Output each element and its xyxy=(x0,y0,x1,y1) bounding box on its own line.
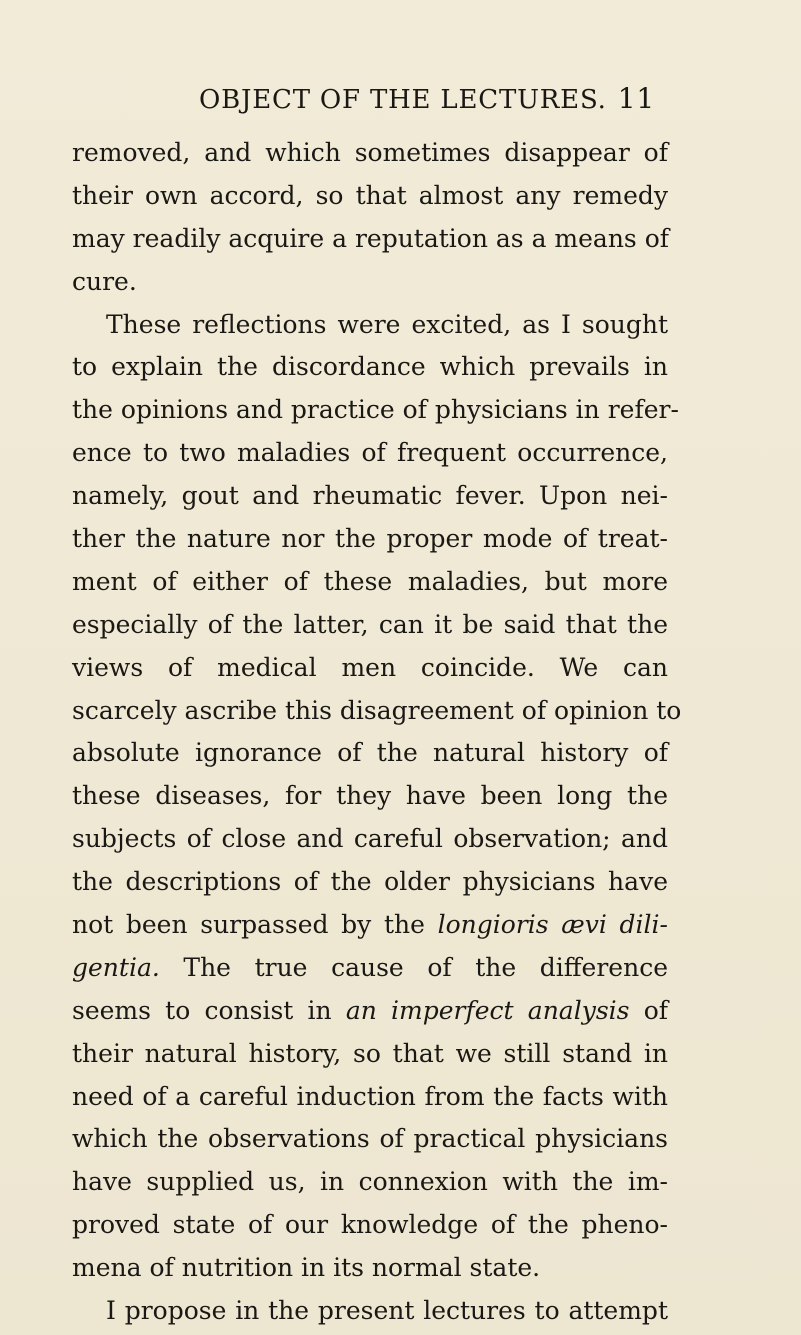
text-line: their natural history, so that we still stand in xyxy=(72,1038,668,1068)
text-line: seems to consist in an imperfect analysis of xyxy=(72,995,668,1025)
text-line: these diseases, for they have been long the xyxy=(72,781,668,811)
text-line: ther the nature nor the proper mode of treat- xyxy=(72,524,668,554)
text-line: may readily acquire a reputation as a means of xyxy=(72,223,670,253)
running-head xyxy=(199,82,655,122)
text-line: which the observations of practical physicians xyxy=(72,1124,668,1154)
text-line: removed, and which sometimes disappear of xyxy=(72,138,668,167)
latin-phrase: longioris ævi dili- xyxy=(437,910,668,940)
text-line: scarcely ascribe this disagreement of opinion to xyxy=(72,695,682,725)
latin-phrase: gentia. xyxy=(72,952,160,982)
running-title: OBJECT OF THE LECTURES. xyxy=(199,85,607,115)
text-line: to explain the discordance which prevails in xyxy=(72,352,668,382)
text-line: need of a careful induction from the facts with xyxy=(72,1081,668,1111)
paragraph-end-line: mena of nutrition in its normal state. xyxy=(72,1253,541,1283)
text-line: proved state of our knowledge of the pheno- xyxy=(72,1210,668,1240)
text-line: ence to two maladies of frequent occurrence, xyxy=(72,438,668,468)
text-line: ment of either of these maladies, but more xyxy=(72,566,668,596)
text-line: especially of the latter, can it be said that the xyxy=(72,609,668,639)
text-line: namely, gout and rheumatic fever. Upon nei- xyxy=(72,481,668,511)
emphasized-phrase: an imperfect analysis xyxy=(345,995,630,1025)
paragraph-end-line: cure. xyxy=(72,266,137,296)
text-line: the descriptions of the older physicians have xyxy=(72,867,668,897)
text-line: have supplied us, in connexion with the im- xyxy=(72,1167,668,1197)
text-line: the opinions and practice of physicians in refer- xyxy=(72,395,679,425)
paragraph-start-line: These reflections were excited, as I sought xyxy=(106,309,668,339)
text-line: absolute ignorance of the natural history of xyxy=(72,738,668,768)
page-number: 11 xyxy=(617,82,655,115)
text-line: not been surpassed by the longioris ævi dili- xyxy=(72,910,668,940)
text-line: subjects of close and careful observation; and xyxy=(72,824,668,854)
text-line: their own accord, so that almost any remedy xyxy=(72,180,668,210)
text-line: gentia. The true cause of the difference xyxy=(72,952,668,982)
paragraph-start-line: I propose in the present lectures to attempt xyxy=(106,1296,668,1326)
text-line: views of medical men coincide. We can xyxy=(72,652,668,682)
body-text xyxy=(72,132,682,1333)
